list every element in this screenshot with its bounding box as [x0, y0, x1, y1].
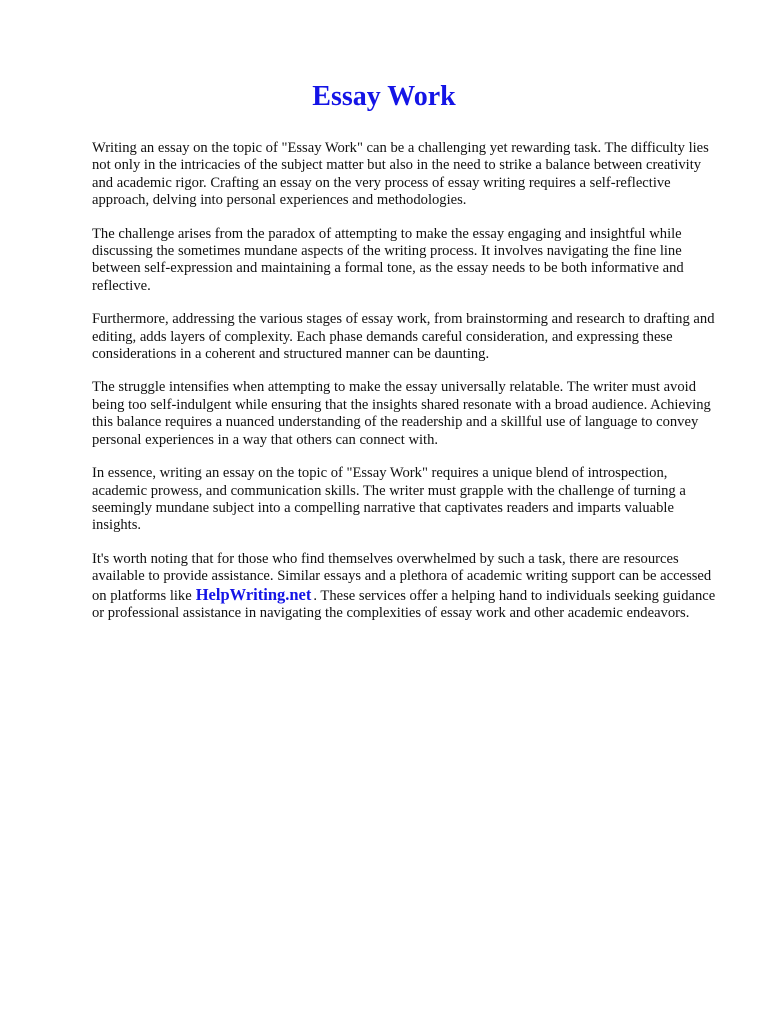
document-title: Essay Work — [312, 81, 456, 112]
paragraph-3: Furthermore, addressing the various stages of essay work, from brainstorming and research to drafting and editing, adds layers of complexity. Each phase demands careful consideration, and expressing these considerations in a coherent and structured manner can be daunting. — [92, 311, 715, 363]
paragraph-4: The struggle intensifies when attempting to make the essay universally relatable. The writer must avoid being too self-indulgent while ensuring that the insights shared resonate with a broad audience. Achieving this balance requires a nuanced understanding of the readership and a skillful use of language to convey personal experiences in a way that others can connect with. — [92, 379, 711, 448]
paragraph-6 — [92, 551, 724, 623]
paragraph-1: Writing an essay on the topic of "Essay Work" can be a challenging yet rewarding task. The difficulty lies not only in the intricacies of the subject matter but also in the need to strike a balance between creativity and academic rigor. Crafting an essay on the very process of essay writing requires a self-reflective approach, delving into personal experiences and methodologies. — [92, 140, 709, 209]
paragraph-6-text-after-link: . These services offer a helping hand to individuals seeking guidance or professional assistance in navigating the complexities of essay work and other academic endeavors. — [92, 587, 716, 621]
paragraph-2: The challenge arises from the paradox of attempting to make the essay engaging and insightful while discussing the sometimes mundane aspects of the writing process. It involves navigating the fine line between self-expression and maintaining a formal tone, as the essay needs to be both informative and reflective. — [92, 225, 684, 294]
paragraph-5: In essence, writing an essay on the topic of "Essay Work" requires a unique blend of introspection, academic prowess, and communication skills. The writer must grapple with the challenge of turning a seemingly mundane subject into a compelling narrative that captivates readers and imparts valuable insights. — [92, 465, 686, 534]
helpwriting-link[interactable]: HelpWriting.net — [195, 584, 312, 604]
paragraph-6-text-before-link: It's worth noting that for those who find themselves overwhelmed by such a task, there are resources available to provide assistance. Similar essays and a plethora of academic writing support can be accessed on platforms like — [92, 550, 712, 604]
